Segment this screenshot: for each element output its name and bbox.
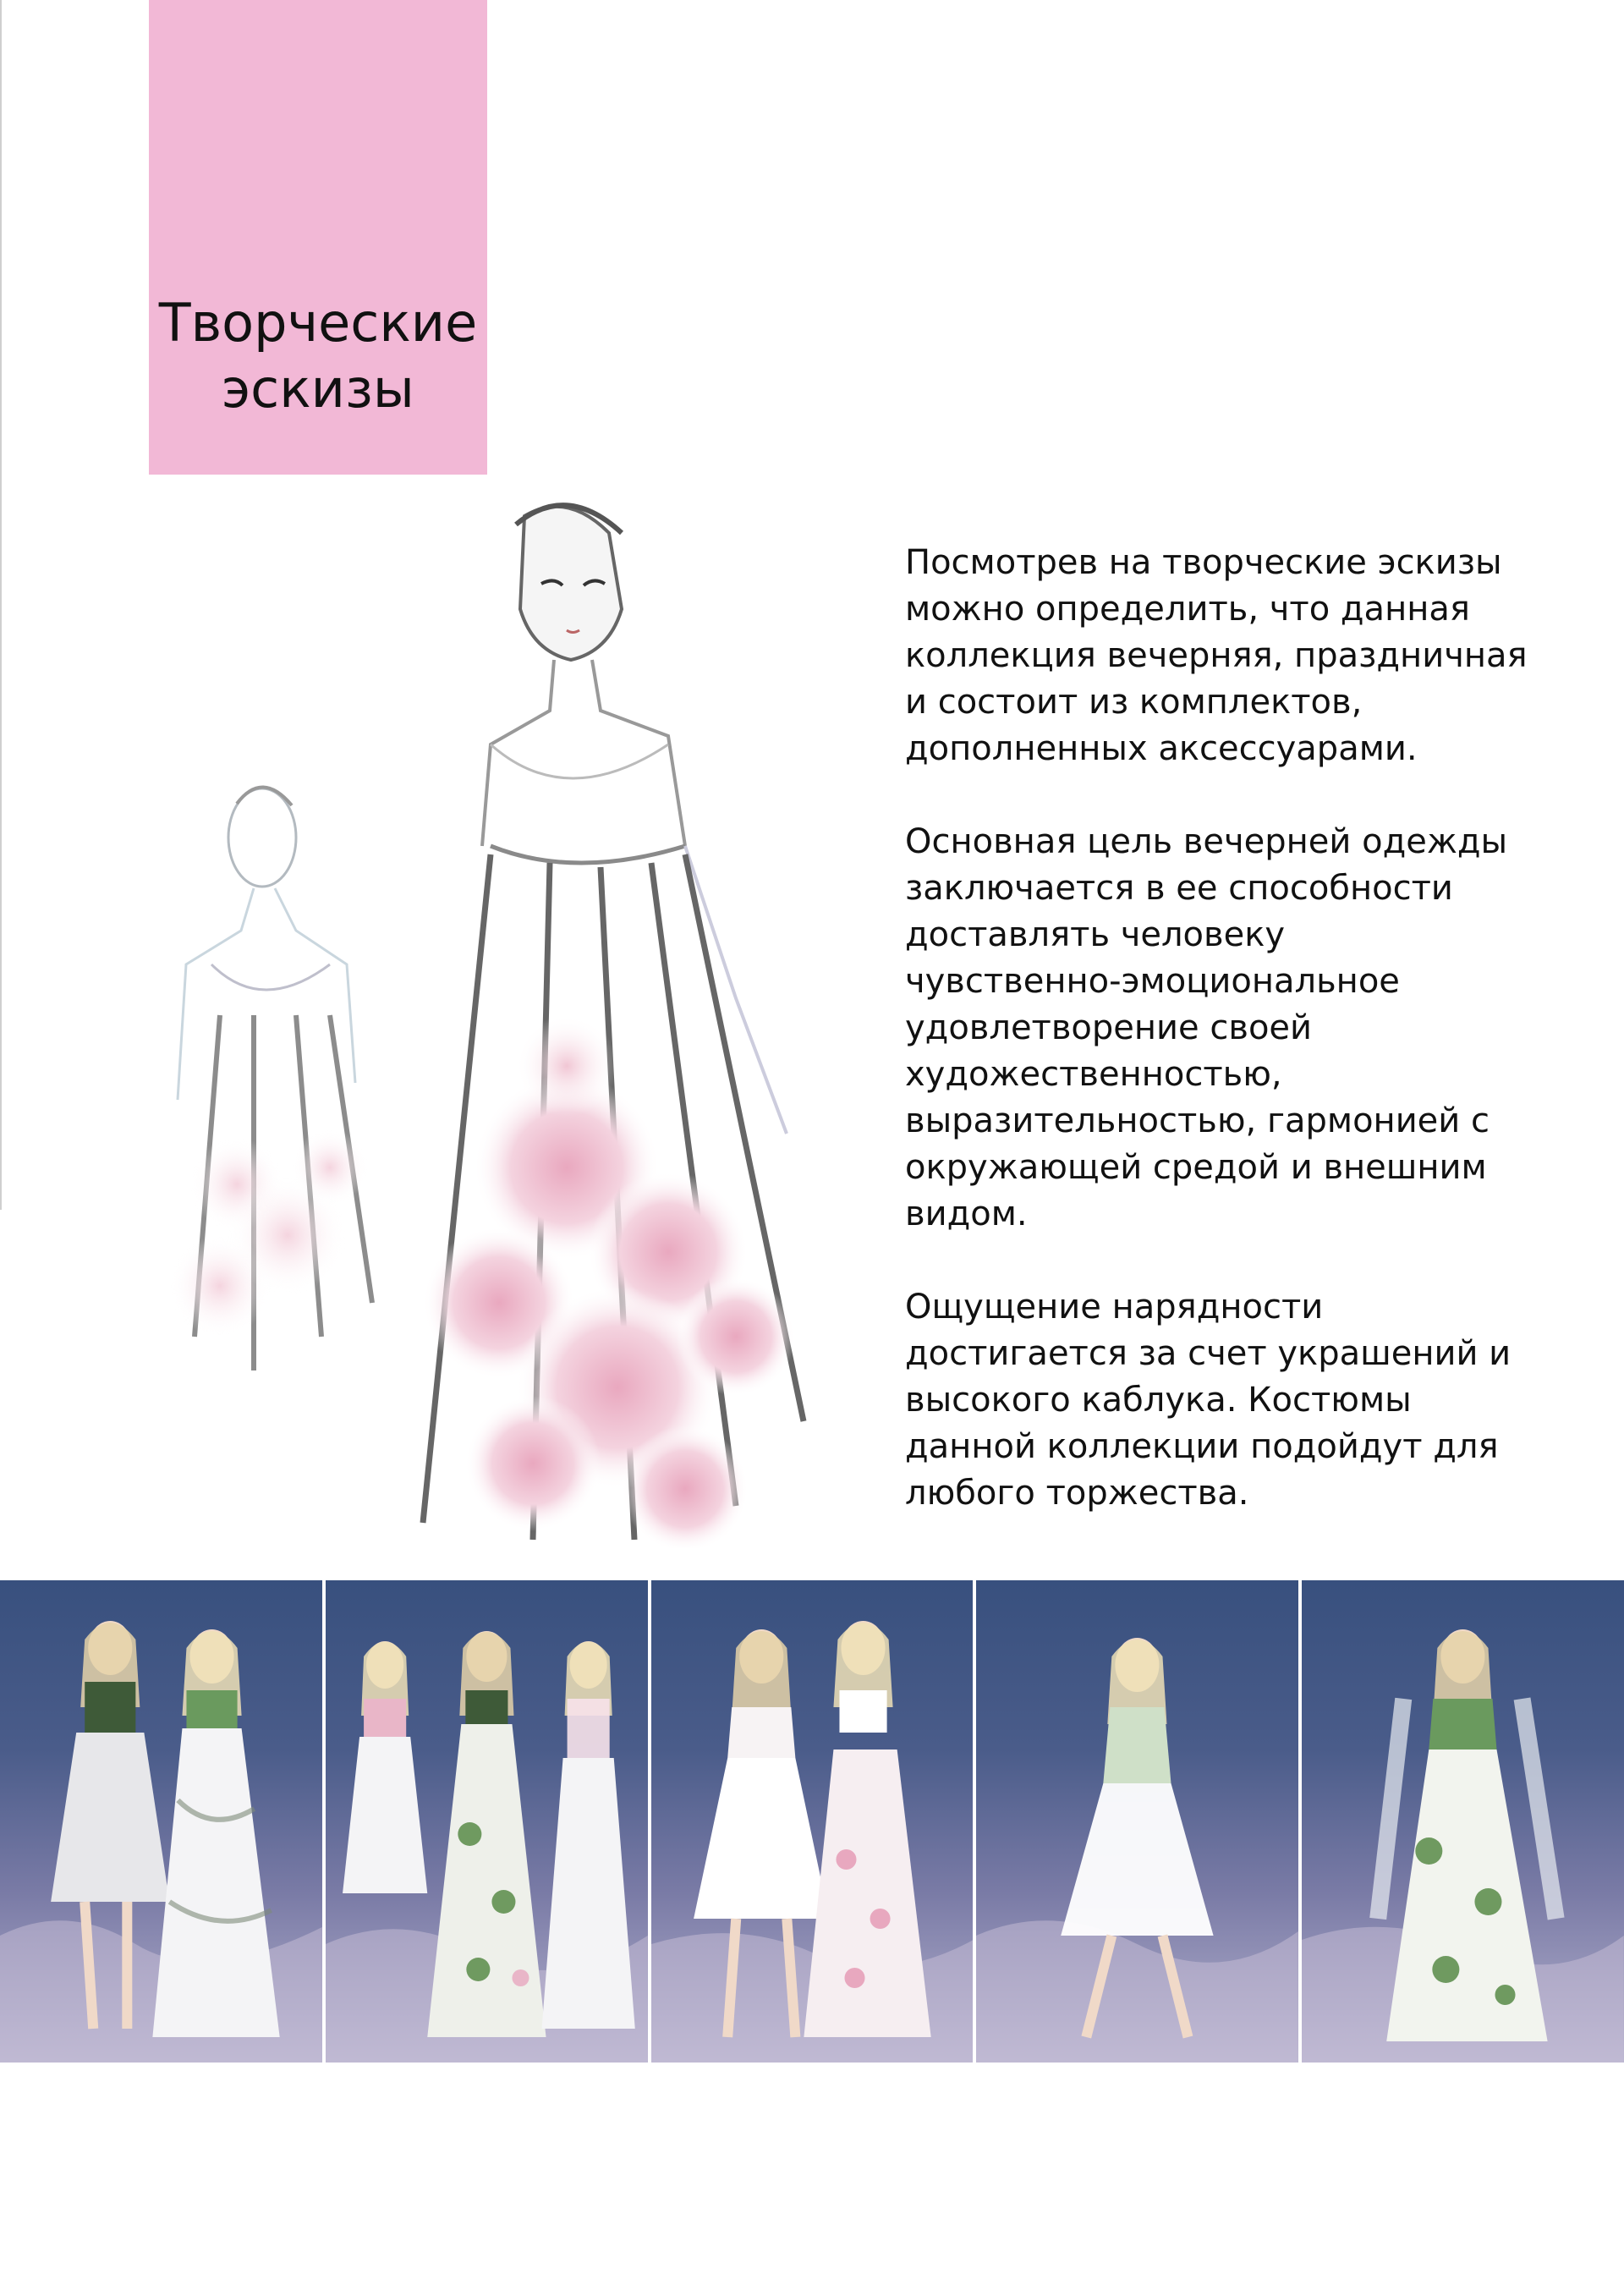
page-title-line-2: эскизы (222, 358, 414, 420)
body-paragraph-3: Ощущение нарядности достигается за счет украшений и высокого каблука. Костюмы данной коллекции подойдут для любого торжества. (905, 1288, 1512, 1513)
title-block (149, 0, 487, 475)
body-paragraph-2: Основная цель вечерней одежды заключается в ее способности доставлять человеку чувственно-эмоциональное удовлетворение своей художественностью, выразительностью, гармонией с окружающей средой и внешним видом. (905, 822, 1508, 1233)
page-title-line-1: Творческие (158, 292, 478, 354)
page-edge-line (0, 0, 2, 1210)
illustration-panel-1 (0, 1580, 322, 2063)
main-fashion-sketch (93, 491, 854, 1548)
body-text-column (905, 540, 1582, 1563)
illustration-panel-3 (651, 1580, 974, 2063)
back-figure-sketch (169, 787, 372, 1370)
illustration-panel-4 (976, 1580, 1298, 2063)
illustration-panel-5 (1302, 1580, 1624, 2063)
front-figure-sketch (423, 505, 804, 1548)
body-paragraph-1: Посмотрев на творческие эскизы можно определить, что данная коллекция вечерняя, праздничная и состоит из комплектов, дополненных аксессуарами. (905, 543, 1528, 768)
collection-illustration-strip (0, 1580, 1624, 2063)
illustration-panel-2 (326, 1580, 648, 2063)
